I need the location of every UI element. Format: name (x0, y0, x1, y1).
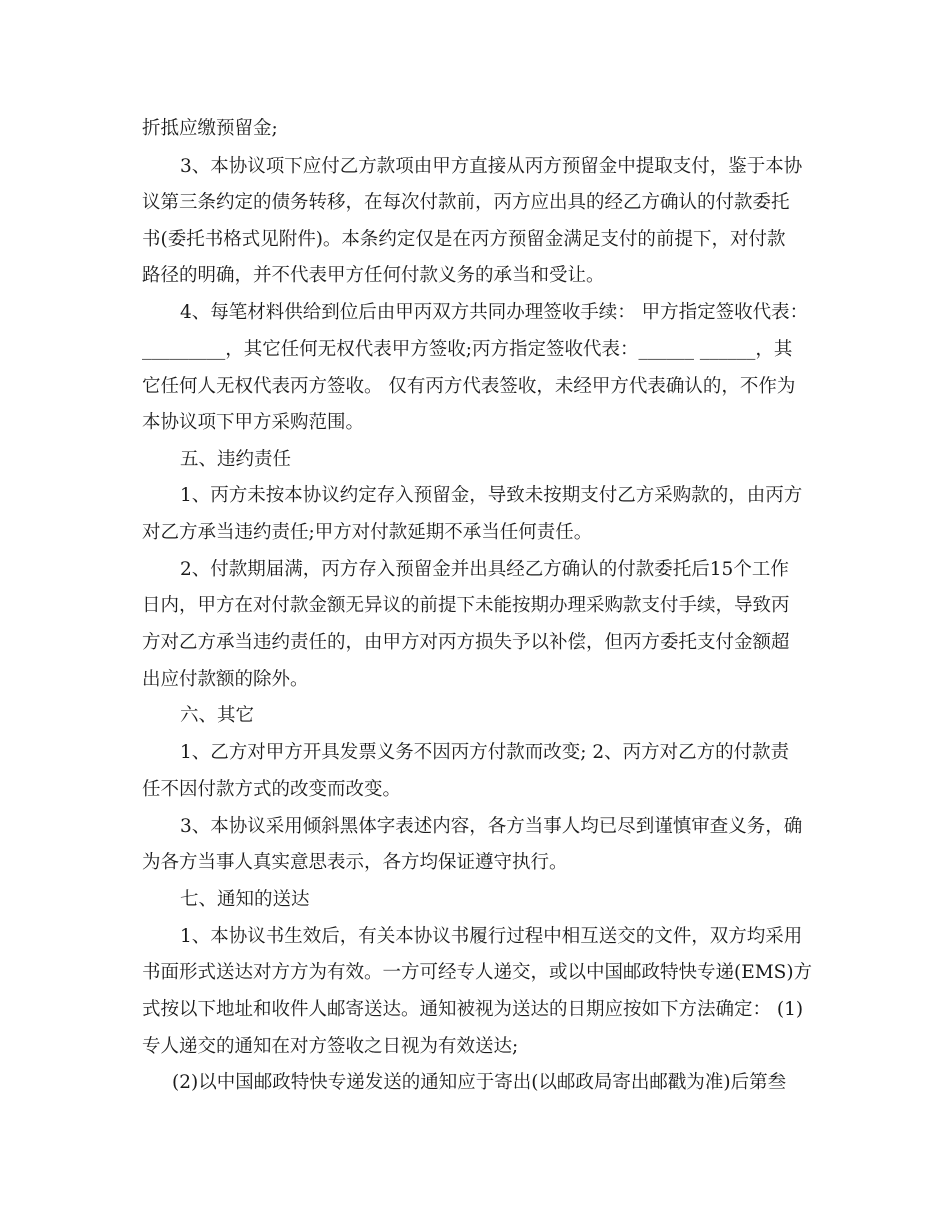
section-heading: 五、违约责任 (180, 449, 292, 470)
text-line: (2)以中国邮政特快专递发送的通知应于寄出(以邮政局寄出邮戳为准)后第叁 (172, 1072, 787, 1093)
text-line: 3、本协议项下应付乙方款项由甲方直接从丙方预留金中提取支付，鉴于本协 (180, 156, 803, 177)
text-line: 1、丙方未按本协议约定存入预留金，导致未按期支付乙方采购款的，由丙方 (180, 485, 803, 506)
text-line: 专人递交的通知在对方签收之日视为有效送达; (142, 1036, 519, 1057)
text-line: 书面形式送达对方方为有效。一方可经专人递交，或以中国邮政特快专递(EMS)方 (142, 962, 813, 983)
section-heading: 七、通知的送达 (180, 889, 310, 910)
text-line: 方对乙方承当违约责任的，由甲方对丙方损失予以补偿，但丙方委托支付金额超 (142, 632, 790, 653)
text-line: 式按以下地址和收件人邮寄送达。通知被视为送达的日期应按如下方法确定： (1) (142, 999, 804, 1020)
text-line: 为各方当事人真实意思表示，各方均保证遵守执行。 (142, 852, 568, 873)
text-line: 2、付款期届满，丙方存入预留金并出具经乙方确认的付款委托后15个工作 (180, 559, 789, 580)
section-heading: 六、其它 (180, 705, 255, 726)
text-line: 1、乙方对甲方开具发票义务不因丙方付款而改变; 2、丙方对乙方的付款责 (180, 742, 790, 763)
text-line: 折抵应缴预留金; (142, 118, 278, 139)
text-line: 任不因付款方式的改变而改变。 (142, 779, 402, 800)
text-line: 路径的明确，并不代表甲方任何付款义务的承当和受让。 (142, 265, 605, 286)
text-line: 对乙方承当违约责任;甲方对付款延期不承当任何责任。 (142, 522, 593, 543)
text-line: 本协议项下甲方采购范围。 (142, 412, 365, 433)
text-line: _________，其它任何无权代表甲方签收;丙方指定签收代表：______ ______，其 (142, 339, 793, 360)
text-line: 书(委托书格式见附件)。本条约定仅是在丙方预留金满足支付的前提下，对付款 (142, 229, 786, 250)
text-line: 3、本协议采用倾斜黑体字表述内容，各方当事人均已尽到谨慎审查义务，确 (180, 816, 803, 837)
text-line: 1、本协议书生效后，有关本协议书履行过程中相互送交的文件，双方均采用 (180, 926, 803, 947)
text-line: 议第三条约定的债务转移，在每次付款前，丙方应出具的经乙方确认的付款委托 (142, 192, 790, 213)
text-line: 出应付款额的除外。 (142, 669, 309, 690)
text-line: 日内，甲方在对付款金额无异议的前提下未能按期办理采购款支付手续，导致丙 (142, 595, 790, 616)
text-line: 它任何人无权代表丙方签收。 仅有丙方代表签收，未经甲方代表确认的，不作为 (142, 376, 796, 397)
text-line: 4、每笔材料供给到位后由甲丙双方共同办理签收手续： 甲方指定签收代表： (180, 302, 809, 323)
